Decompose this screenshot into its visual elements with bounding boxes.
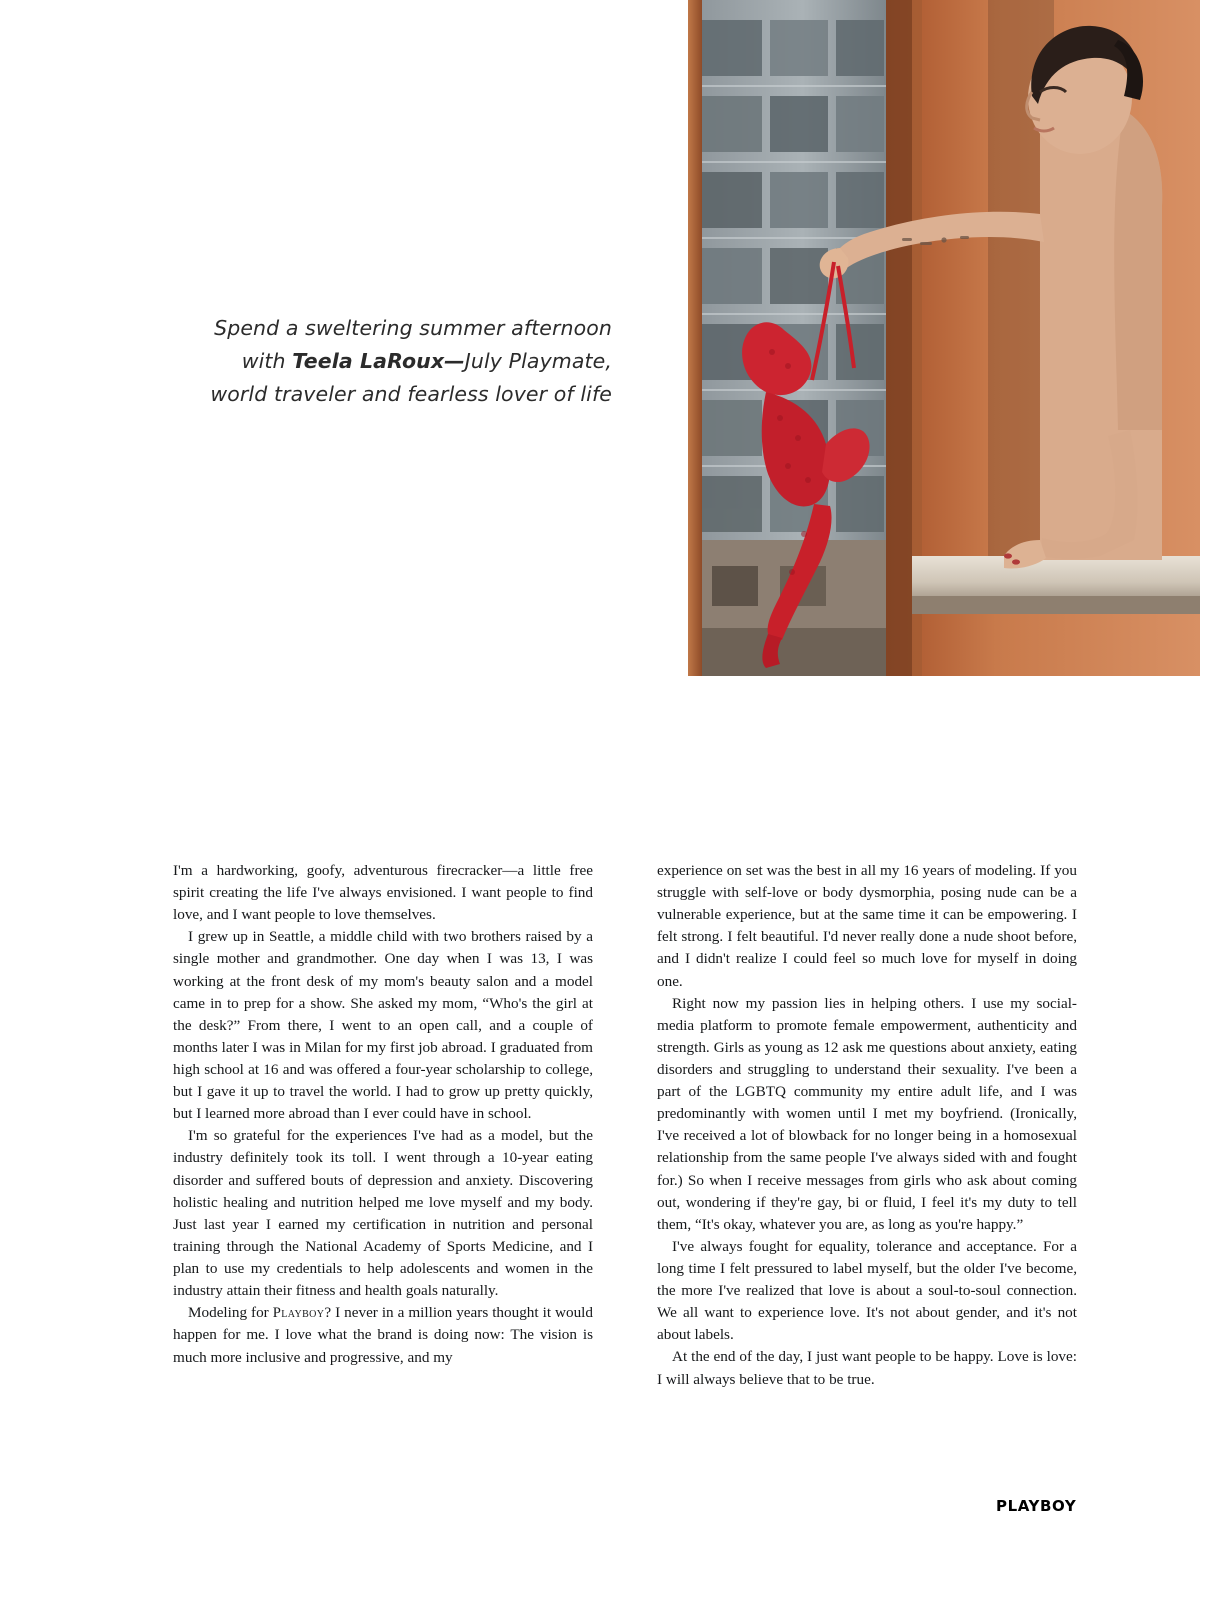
playboy-smallcaps: Playboy <box>272 1305 325 1322</box>
paragraph-suffix: ? I never in a million years thought it would happen for me. I love what the brand is doing now: The vision is much more inclusive and progressive, and my <box>173 1304 593 1366</box>
playboy-logo: PLAYBOY <box>996 1497 1077 1515</box>
paragraph: Right now my passion lies in helping others. I use my social-media platform to promote female empowerment, authenticity and strength. Girls as young as 12 ask me questions about anxiety, eating disorders and struggling to understand their sexuality. I've been a part of the LGBTQ community my entire adult life, and I was predominantly with women until I met my boyfriend. (Ironically, I've received a lot of blowback for no longer being in a homosexual relationship from the same people I've always sided with and fought for.) So when I receive messages from girls who ask about coming out, wondering if they're gay, bi or fluid, I feel it's my duty to tell them, “It's okay, whatever you are, as long as you're happy.” <box>657 994 1077 1233</box>
deck-line-3: world traveler and fearless lover of life <box>210 382 612 407</box>
paragraph: I'm so grateful for the experiences I've had as a model, but the industry definitely took its toll. I went through a 10-year eating disorder and suffered bouts of depression and anxiety. Discovering holistic healing and nutrition helped me love myself and my body. Just last year I earned my certification in nutrition and personal training through the National Academy of Sports Medicine, and I plan to use my credentials to help adolescents and women in the industry attain their fitness and health goals naturally. <box>173 1127 593 1300</box>
paragraph: At the end of the day, I just want people to be happy. Love is love: I will always believe that to be true. <box>657 1348 1077 1388</box>
deck-line-2-suffix: July Playmate, <box>464 349 612 374</box>
article-column-left <box>173 860 593 1391</box>
deck-line-2-prefix: with <box>241 349 293 374</box>
deck-line-1: Spend a sweltering summer afternoon <box>214 316 612 340</box>
paragraph: I'm a hardworking, goofy, adventurous firecracker—a little free spirit creating the life I've always envisioned. I want people to find love, and I want people to love themselves. <box>173 862 593 924</box>
paragraph-prefix: Modeling for <box>188 1304 273 1322</box>
playmate-name: Teela LaRoux— <box>292 349 465 374</box>
paragraph: I've always fought for equality, tolerance and acceptance. For a long time I felt pressured to label myself, but the older I've become, the more I've realized that love is about a soul-to-soul connection. We all want to experience love. It's not about gender, and it's not about labels. <box>657 1237 1077 1344</box>
article-deck <box>168 312 612 412</box>
article-body <box>173 860 1078 1391</box>
feature-photo-illustration <box>688 0 1200 676</box>
paragraph: experience on set was the best in all my 16 years of modeling. If you struggle with self-love or body dysmorphia, posing nude can be a vulnerable experience, but at the same time it can be empowering. I felt strong. I felt beautiful. I'd never really done a nude shoot before, and I didn't realize I could feel so much love for myself in doing one. <box>657 862 1077 990</box>
feature-photo <box>688 0 1200 676</box>
paragraph: I grew up in Seattle, a middle child with two brothers raised by a single mother and grandmother. One day when I was 13, I was working at the front desk of my mom's beauty salon and a model came in to prep for a show. She asked my mom, “Who's the girl at the desk?” From there, I went to an open call, and a couple of months later I was in Milan for my first job abroad. I graduated from high school at 16 and was offered a four-year scholarship to college, but I gave it up to travel the world. I had to grow up pretty quickly, but I learned more abroad than I ever could have in school. <box>173 928 593 1123</box>
paragraph-playboy <box>173 1302 593 1368</box>
deck-line-2 <box>168 345 612 378</box>
article-column-right <box>657 860 1077 1391</box>
